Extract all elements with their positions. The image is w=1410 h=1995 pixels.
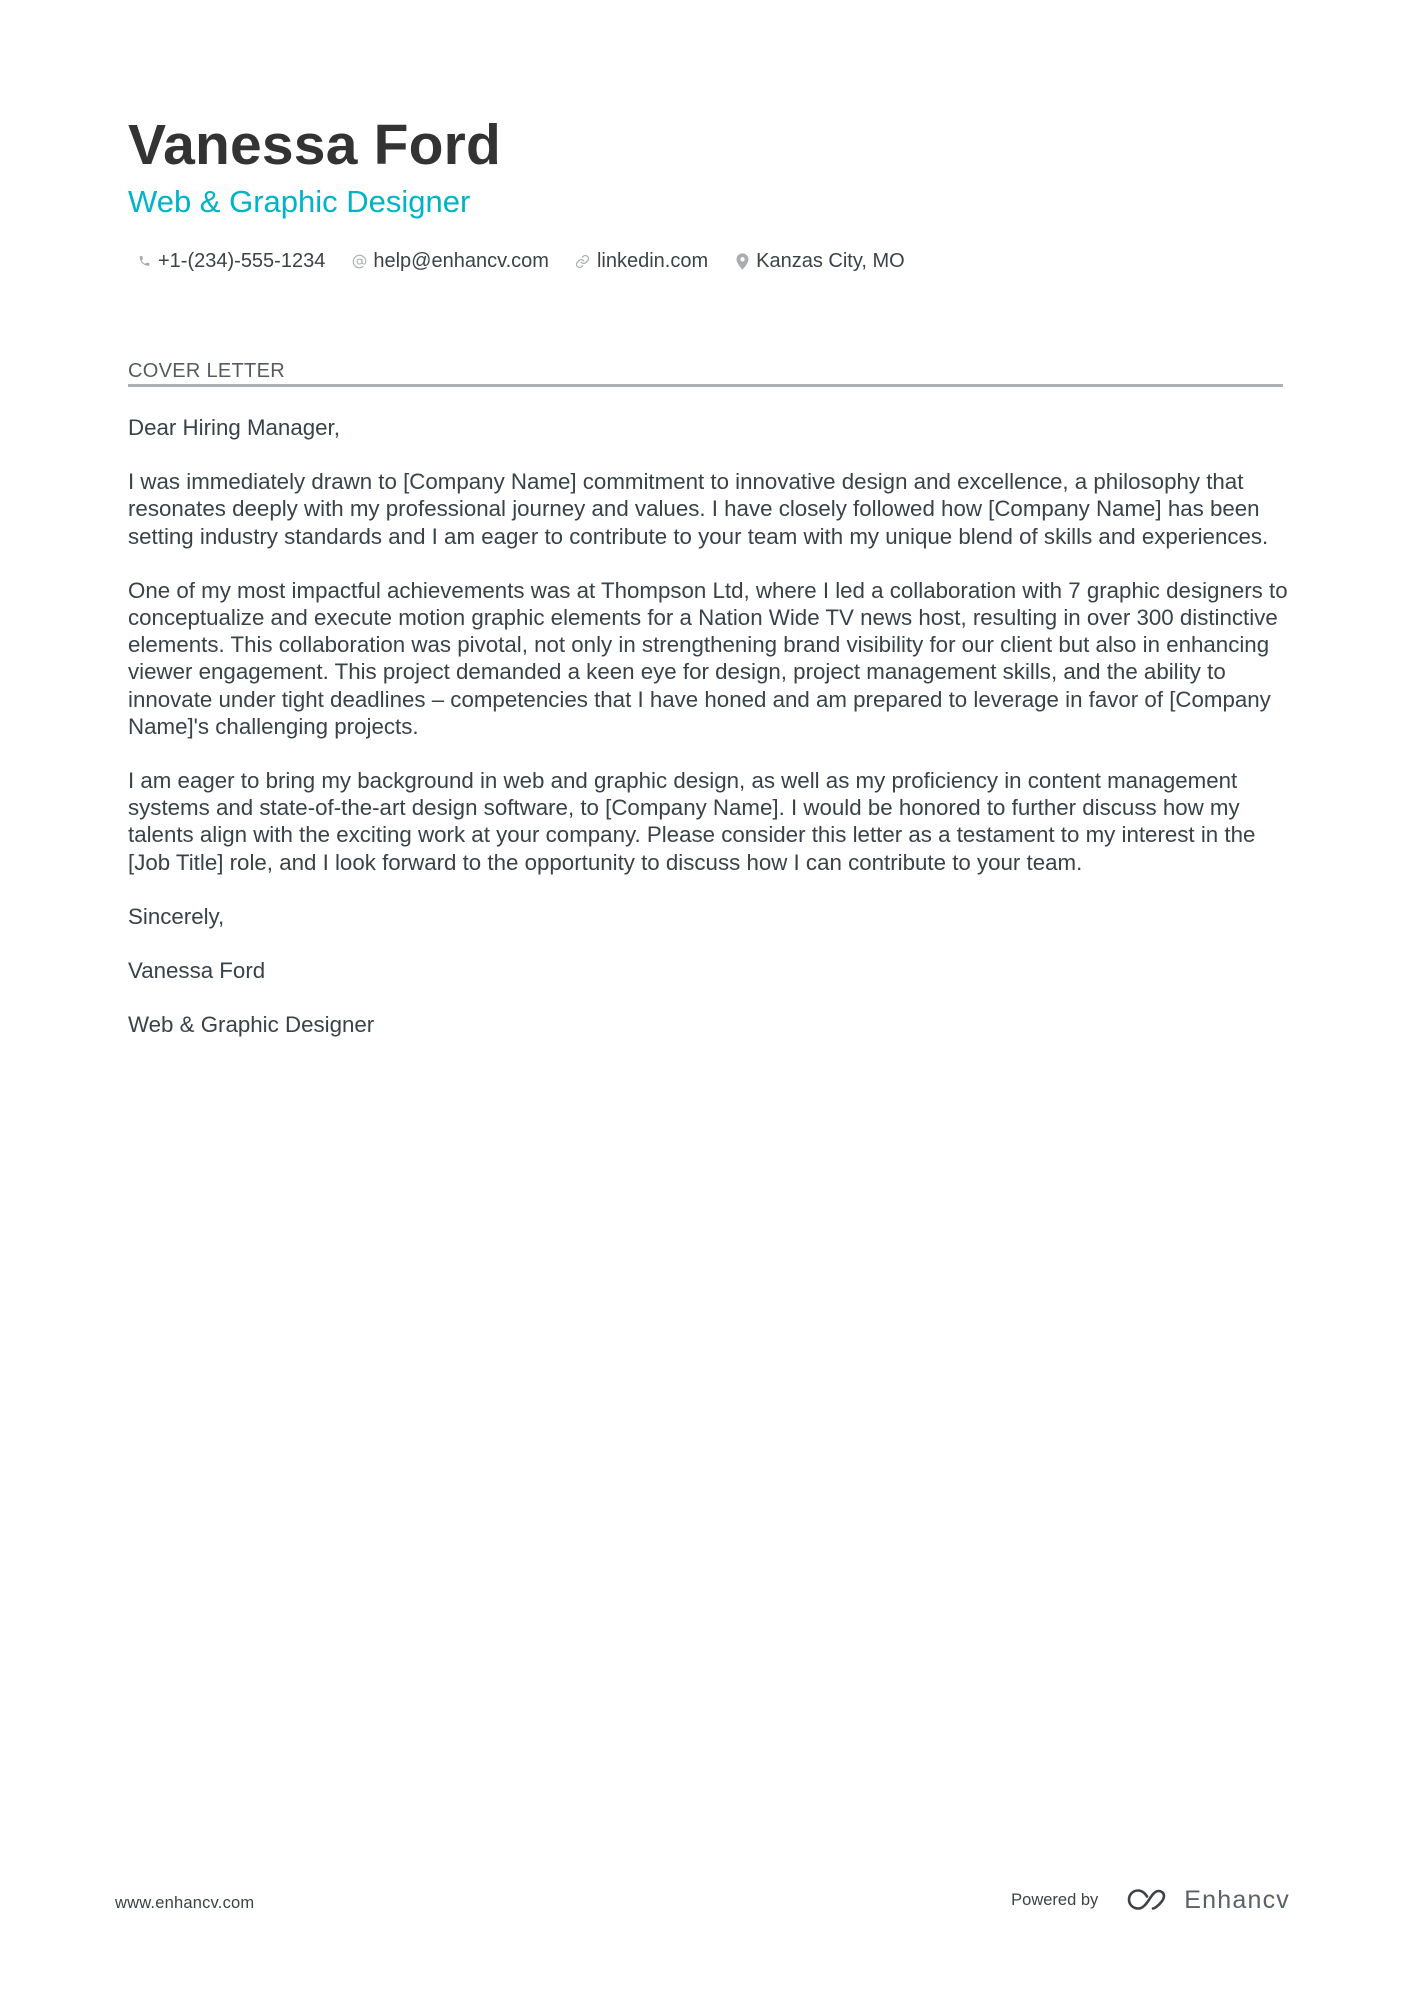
section-title: COVER LETTER (128, 360, 285, 382)
section-divider (128, 384, 1283, 387)
location-text: Kanzas City, MO (756, 249, 905, 272)
signature-name: Vanessa Ford (128, 958, 266, 984)
enhancv-logo-icon (1126, 1887, 1172, 1913)
contact-location (734, 250, 905, 273)
footer-website-link[interactable]: www.enhancv.com (115, 1894, 255, 1912)
salutation: Dear Hiring Manager, (128, 415, 340, 440)
contact-phone (136, 250, 325, 273)
email-address[interactable]: help@enhancv.com (373, 249, 549, 272)
link-icon (575, 252, 591, 270)
candidate-name: Vanessa Ford (128, 113, 502, 177)
candidate-title: Web & Graphic Designer (128, 184, 471, 219)
contact-email[interactable] (351, 250, 549, 273)
resume-header (128, 108, 1283, 222)
signature-title: Web & Graphic Designer (128, 1012, 375, 1038)
linkedin-link[interactable]: linkedin.com (596, 249, 709, 272)
footer-branding (1011, 1883, 1290, 1917)
letter-body (128, 414, 1293, 1065)
enhancv-logo-text: Enhancv (1184, 1885, 1290, 1914)
letter-paragraph: One of my most impactful achievements was at Thompson Ltd, where I led a collaboration with 7 graphic designers to conceptualize and execute motion graphic elements for a Nation Wide TV news host, resulting in over 300 distinctive elements. This collaboration was pivotal, not only in strengthening brand visibility for our client but also in enhancing viewer engagement. This project demanded a keen eye for design, project management skills, and the ability to innovate under tight deadlines – competencies that I have honed and am prepared to leverage in favor of [Company Name]'s challenging projects. (128, 577, 1288, 739)
contact-row (128, 246, 931, 276)
enhancv-logo[interactable] (1126, 1886, 1290, 1915)
letter-paragraph: I was immediately drawn to [Company Name] commitment to innovative design and excellence, a philosophy that resonates deeply with my professional journey and values. I have closely followed how [Company Name] has been setting industry standards and I am eager to contribute to your team with my unique blend of skills and experiences. (128, 469, 1269, 549)
at-icon (351, 252, 367, 270)
closing: Sincerely, (128, 903, 225, 929)
location-pin-icon (734, 252, 750, 270)
powered-by-label: Powered by (1011, 1890, 1099, 1909)
letter-paragraph: I am eager to bring my background in web and graphic design, as well as my proficiency in content management systems and state-of-the-art design software, to [Company Name]. I would be honored to further discuss how my talents align with the exciting work at your company. Please consider this letter as a testament to my interest in the [Job Title] role, and I look forward to the opportunity to discuss how I can contribute to your team. (128, 768, 1256, 875)
contact-linkedin[interactable] (575, 250, 708, 273)
phone-icon (136, 252, 152, 270)
phone-number: +1-(234)-555-1234 (158, 249, 326, 272)
